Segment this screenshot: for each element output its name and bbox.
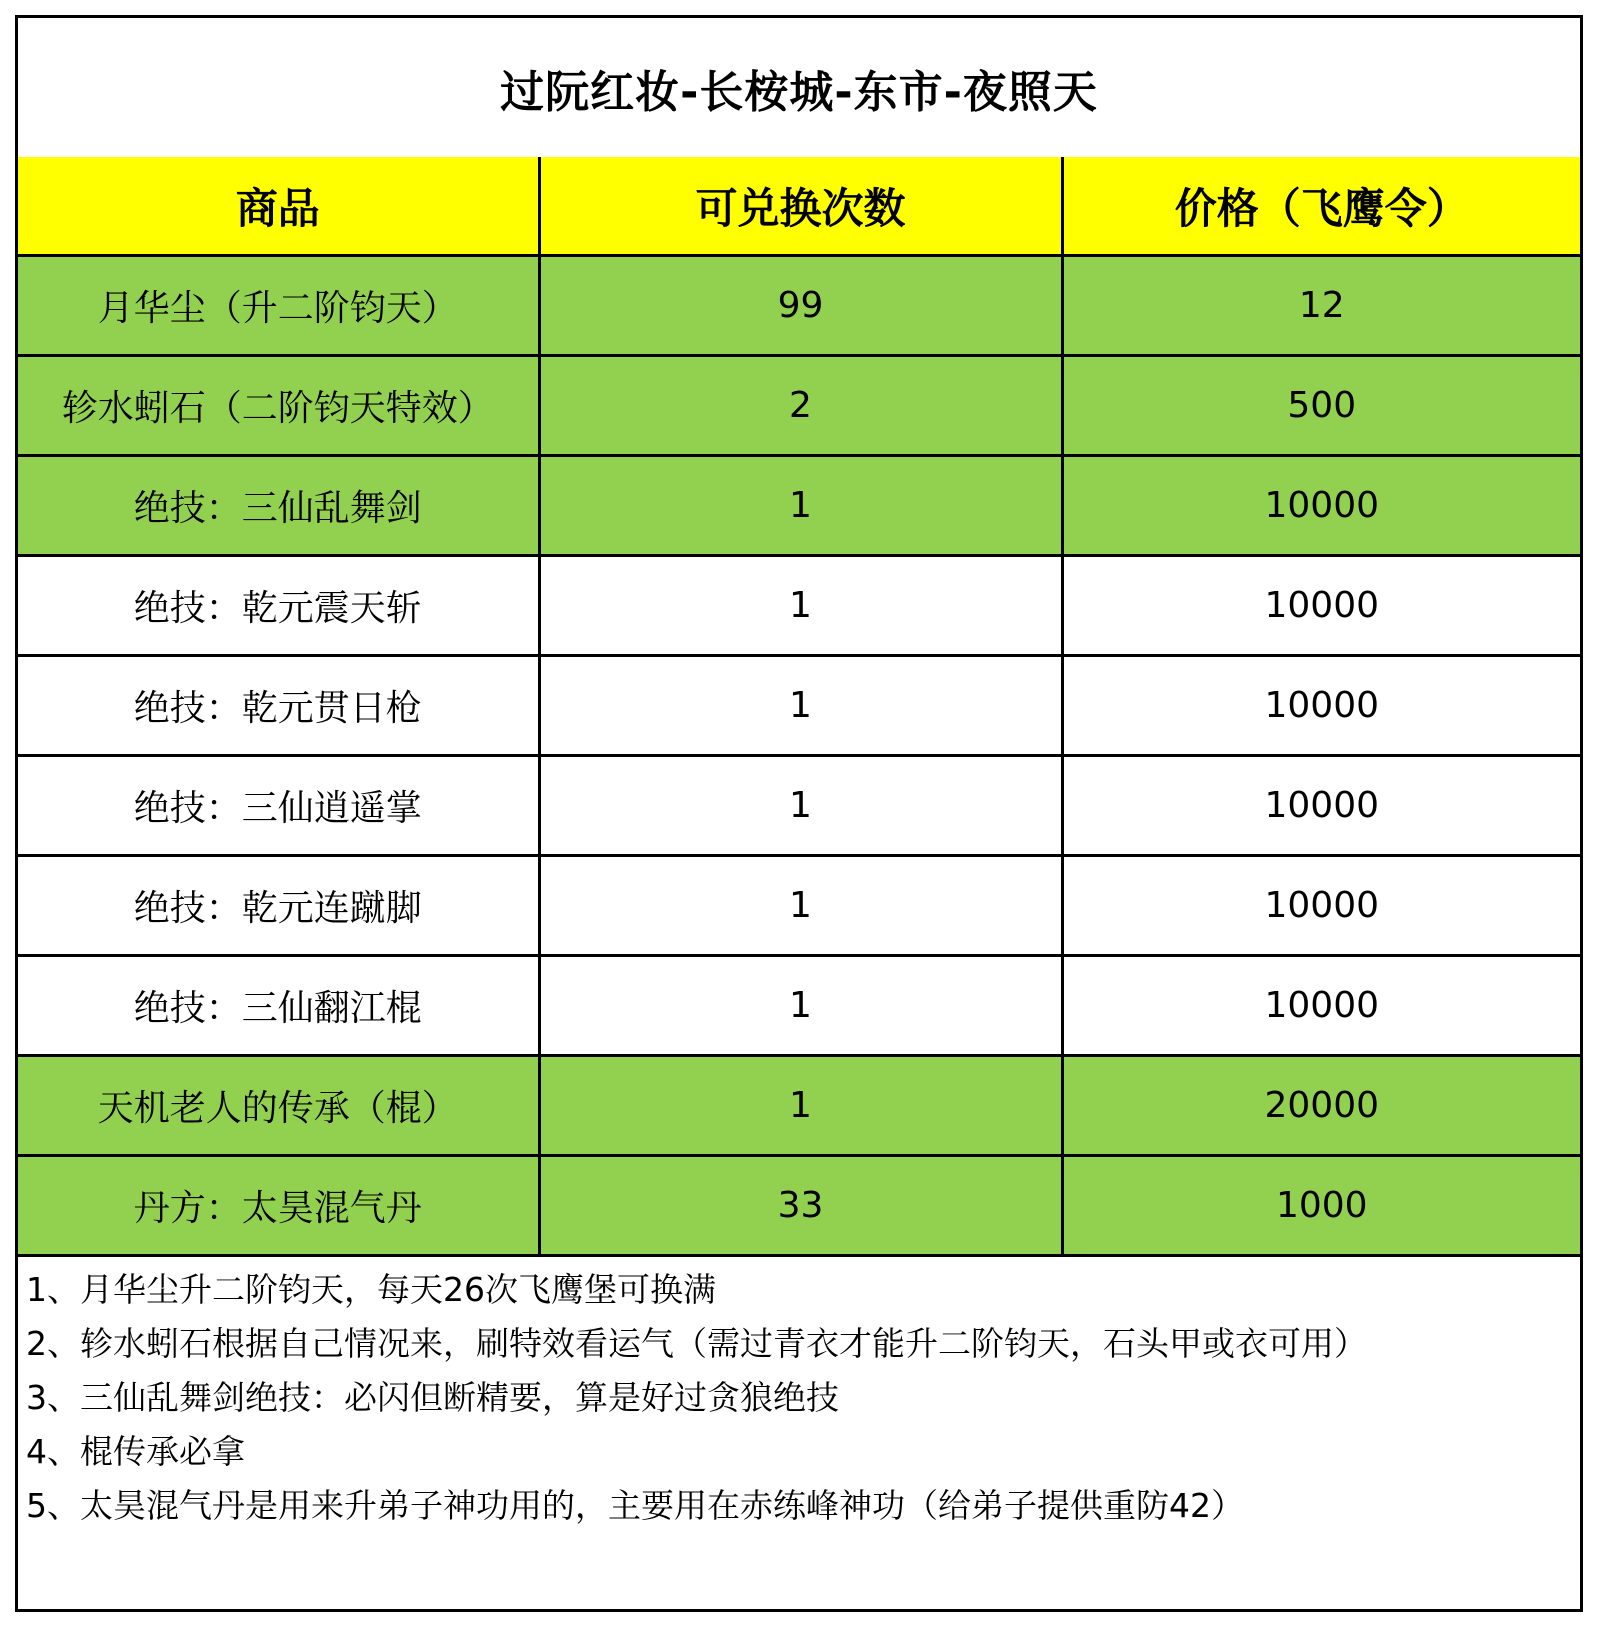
header-count: 可兑换次数 — [539, 157, 1062, 256]
table-body — [18, 256, 1580, 1256]
cell-item: 轸水蚓石（二阶钧天特效） — [18, 356, 539, 456]
cell-price: 10000 — [1062, 856, 1580, 956]
cell-count: 1 — [539, 556, 1062, 656]
cell-item: 丹方：太昊混气丹 — [18, 1156, 539, 1256]
table-row — [18, 856, 1580, 956]
cell-price: 10000 — [1062, 956, 1580, 1056]
cell-count: 1 — [539, 456, 1062, 556]
cell-item: 月华尘（升二阶钧天） — [18, 256, 539, 356]
table-row — [18, 1056, 1580, 1156]
cell-count: 1 — [539, 756, 1062, 856]
table-row — [18, 956, 1580, 1056]
note-line: 3、三仙乱舞剑绝技：必闪但断精要，算是好过贪狼绝技 — [26, 1378, 839, 1417]
exchange-table — [18, 157, 1580, 1257]
table-row — [18, 456, 1580, 556]
table-row — [18, 256, 1580, 356]
cell-item: 绝技：乾元贯日枪 — [18, 656, 539, 756]
cell-count: 1 — [539, 956, 1062, 1056]
note-line: 4、棍传承必拿 — [26, 1432, 245, 1471]
cell-item: 天机老人的传承（棍） — [18, 1056, 539, 1156]
table-row — [18, 756, 1580, 856]
cell-item: 绝技：乾元震天斩 — [18, 556, 539, 656]
cell-price: 10000 — [1062, 556, 1580, 656]
cell-count: 1 — [539, 1056, 1062, 1156]
note-line: 2、轸水蚓石根据自己情况来，刷特效看运气（需过青衣才能升二阶钧天，石头甲或衣可用） — [26, 1324, 1367, 1363]
cell-item: 绝技：三仙逍遥掌 — [18, 756, 539, 856]
cell-price: 10000 — [1062, 656, 1580, 756]
cell-count: 33 — [539, 1156, 1062, 1256]
sheet-title: 过阮红妆-长桉城-东市-夜照天 — [18, 18, 1580, 160]
header-price: 价格（飞鹰令） — [1062, 157, 1580, 256]
table-row — [18, 556, 1580, 656]
cell-item: 绝技：乾元连蹴脚 — [18, 856, 539, 956]
cell-count: 99 — [539, 256, 1062, 356]
cell-count: 1 — [539, 656, 1062, 756]
cell-price: 10000 — [1062, 456, 1580, 556]
cell-item: 绝技：三仙翻江棍 — [18, 956, 539, 1056]
header-item: 商品 — [18, 157, 539, 256]
notes-section — [26, 1263, 1571, 1533]
note-line: 5、太昊混气丹是用来升弟子神功用的，主要用在赤练峰神功（给弟子提供重防42） — [26, 1486, 1244, 1525]
cell-price: 500 — [1062, 356, 1580, 456]
cell-count: 2 — [539, 356, 1062, 456]
note-line: 1、月华尘升二阶钧天，每天26次飞鹰堡可换满 — [26, 1270, 716, 1309]
table-row — [18, 656, 1580, 756]
cell-price: 10000 — [1062, 756, 1580, 856]
table-row — [18, 356, 1580, 456]
exchange-sheet — [15, 15, 1583, 1612]
cell-item: 绝技：三仙乱舞剑 — [18, 456, 539, 556]
table-row — [18, 1156, 1580, 1256]
cell-price: 12 — [1062, 256, 1580, 356]
cell-price: 20000 — [1062, 1056, 1580, 1156]
table-header-row — [18, 157, 1580, 256]
cell-count: 1 — [539, 856, 1062, 956]
cell-price: 1000 — [1062, 1156, 1580, 1256]
